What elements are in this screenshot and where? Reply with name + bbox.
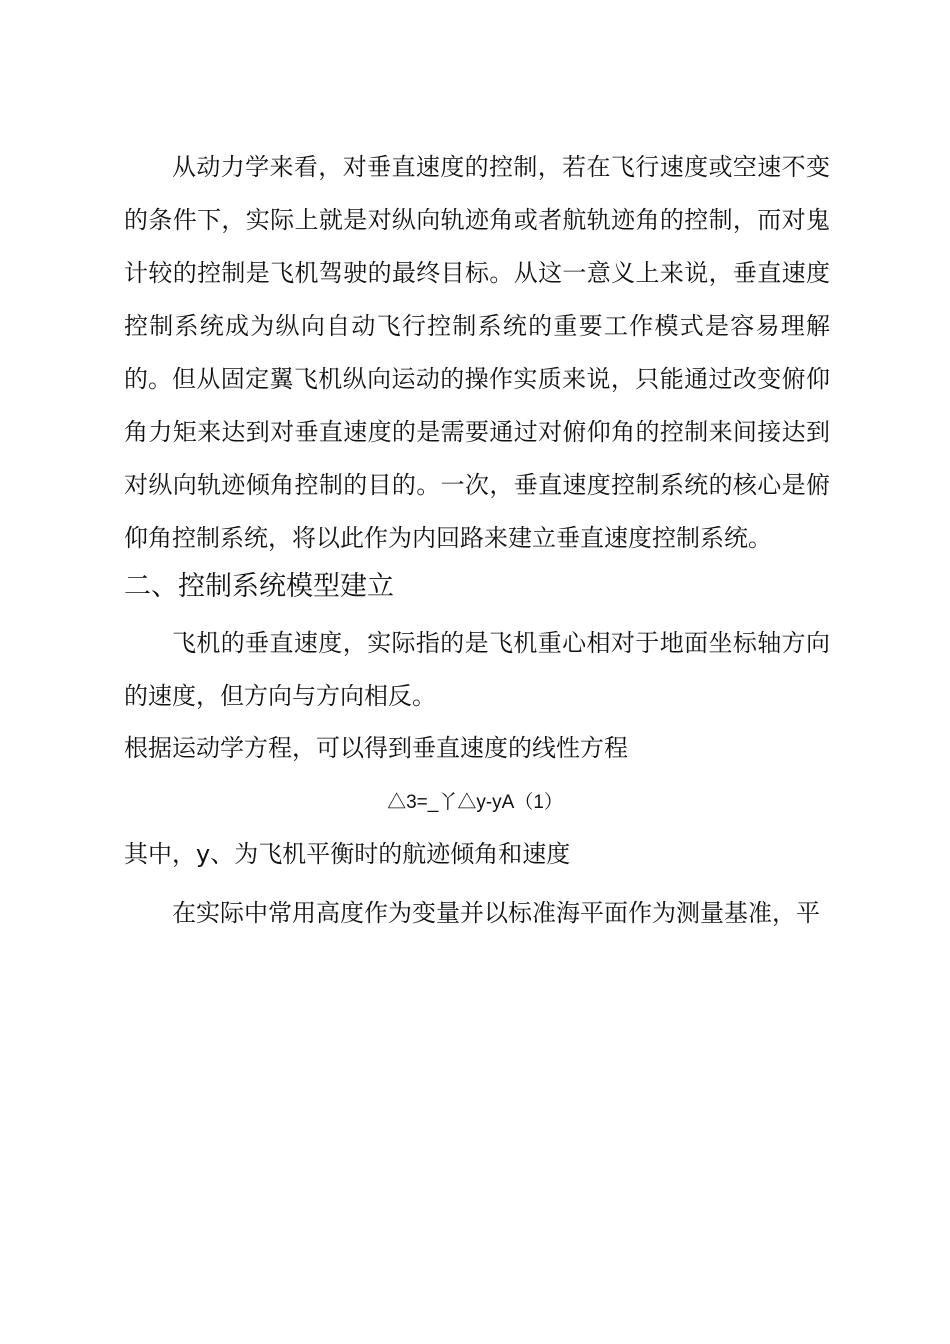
paragraph-vertical-speed: 飞机的垂直速度，实际指的是飞机重心相对于地面坐标轴方向的速度，但方向与方向相反。 [124, 629, 830, 710]
paragraph-altitude: 在实际中常用高度作为变量并以标准海平面作为测量基准，平 [172, 899, 820, 927]
paragraph-fixed-wing: 但从固定翼飞机纵向运动的操作实质来说，只能通过改变俯仰角力矩来达到对垂直速度的是需要通过对俯仰角的控制来间接达到对纵向轨迹倾角控制的目的。一次，垂直速度控制系统的核心是俯仰角控制系统，将以此作为内回路来建立垂直速度控制系统。 [124, 365, 830, 552]
equation-formula: △3=_丫△y-yA（1） [387, 792, 563, 813]
section-heading: 二、控制系统模型建立 [124, 571, 394, 602]
paragraph-dynamics: 从动力学来看，对垂直速度的控制，若在飞行速度或空速不变的条件下，实际上就是对纵向轨迹角或者航轨迹角的控制，而对鬼计较的控制是飞机驾驶的最终目标。从这一意义上来说，垂直速度控制系统成为纵向自动飞行控制系统的重要工作模式是容易理解的。 [124, 153, 830, 393]
equation-explanation-line: 其中，y、为飞机平衡时的航迹倾角和速度 [124, 840, 571, 868]
equation-intro-line: 根据运动学方程，可以得到垂直速度的线性方程 [124, 734, 628, 762]
